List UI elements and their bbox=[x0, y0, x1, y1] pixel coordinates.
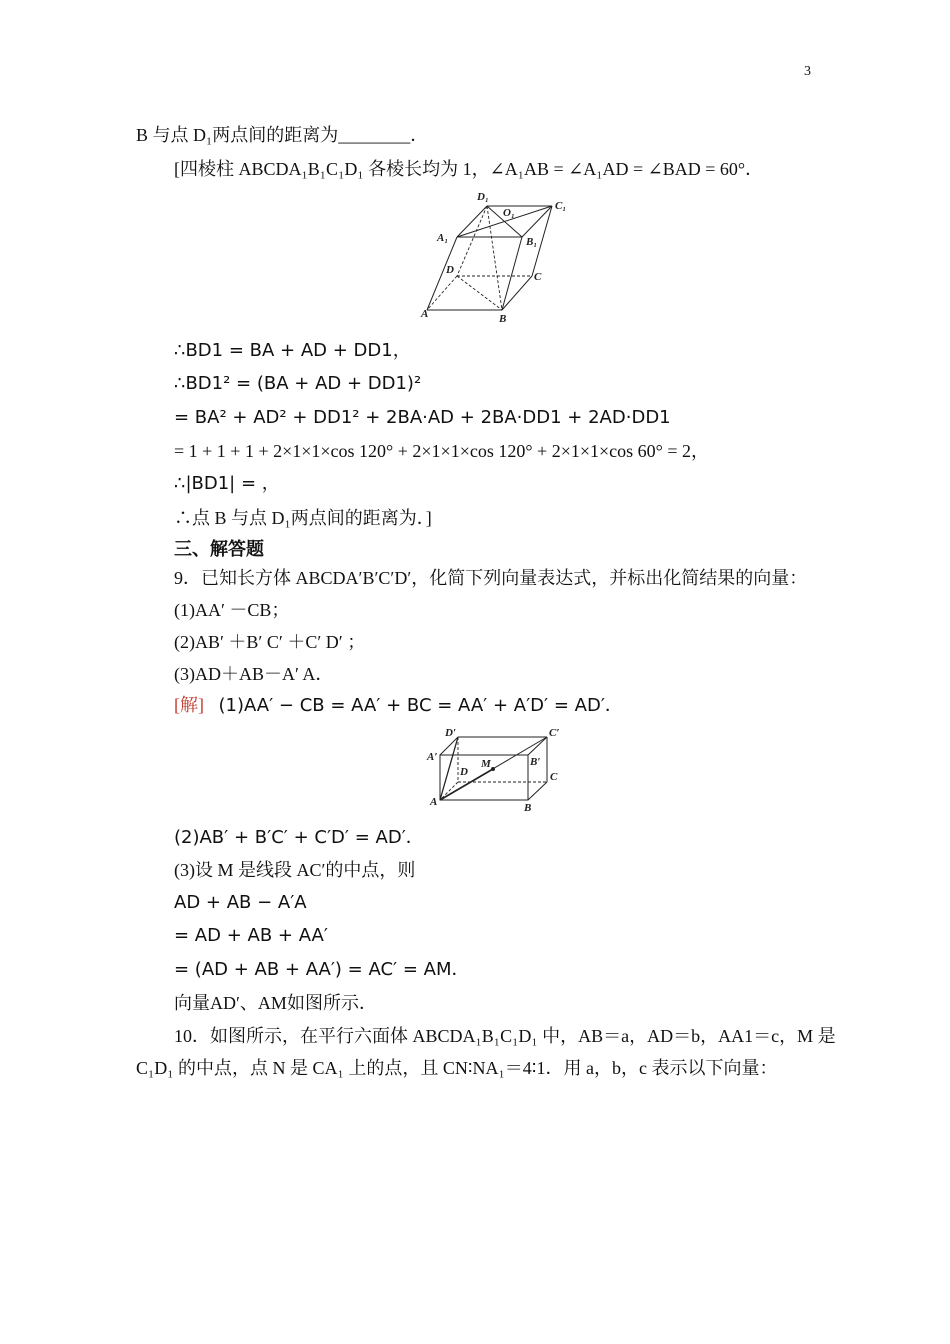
text-line: = AD + AB + AA′ bbox=[174, 925, 328, 946]
section-heading: 三、解答题 bbox=[174, 539, 264, 559]
label-a1: A₁ bbox=[437, 232, 449, 244]
text-line: B 与点 D₁两点间的距离为________． bbox=[136, 125, 429, 145]
text-line: 向量AD′、AM如图所示． bbox=[174, 993, 377, 1013]
page-number: 3 bbox=[804, 64, 811, 79]
solution-line bbox=[174, 692, 623, 719]
text-line: ∴BD1 = BA + AD + DD1， bbox=[174, 340, 411, 361]
label-dp: D′ bbox=[445, 727, 457, 739]
text-line: 9．已知长方体 ABCDA′B′C′D′，化简下列向量表达式，并标出化简结果的向量： bbox=[174, 568, 808, 588]
text-line: (2)AB′ + B′C′ + C′D′ = AD′． bbox=[174, 827, 424, 848]
label-b1: B₁ bbox=[526, 236, 538, 248]
label-bp: B′ bbox=[530, 756, 541, 768]
text-line: = (AD + AB + AA′) = AC′ = AM． bbox=[174, 959, 470, 980]
text-line: (3)AD＋AB－A′ A． bbox=[174, 664, 334, 684]
label-c1: C₁ bbox=[555, 200, 567, 212]
solution-text: (1)AA′ − CB = AA′ + BC = AA′ + A′D′ = AD′． bbox=[218, 695, 623, 716]
label-b: B bbox=[499, 313, 507, 325]
text-line: (2)AB′ ＋B′ C′ ＋C′ D′ ； bbox=[174, 632, 366, 652]
label-a: A bbox=[421, 308, 429, 320]
label-o1: O₁ bbox=[503, 207, 515, 219]
label-b: B bbox=[524, 802, 532, 814]
text-line: 10．如图所示，在平行六面体 ABCDA₁B₁C₁D₁ 中，AB＝a，AD＝b，AA1＝c，M 是 bbox=[174, 1026, 836, 1046]
text-line: ∴BD1² = (BA + AD + DD1)² bbox=[174, 373, 422, 394]
label-c: C bbox=[550, 771, 558, 783]
text-line: (3)设 M 是线段 AC′的中点，则 bbox=[174, 860, 416, 880]
text-line: = BA² + AD² + DD1² + 2BA·AD + 2BA·DD1 + 2AD·DD1 bbox=[174, 407, 671, 428]
text-line: ∴|BD1| = ， bbox=[174, 473, 280, 494]
cuboid-figure bbox=[425, 725, 570, 815]
label-cp: C′ bbox=[549, 727, 560, 739]
label-d: D bbox=[460, 766, 468, 778]
text-line: = 1 + 1 + 1 + 2×1×1×cos 120° + 2×1×1×cos 120° + 2×1×1×cos 60° = 2， bbox=[174, 441, 709, 461]
text-line: C₁D₁ 的中点，点 N 是 CA₁ 上的点，且 CN∶NA₁＝4∶1．用 a，b，c 表示以下向量： bbox=[136, 1058, 778, 1078]
label-d: D bbox=[446, 264, 454, 276]
label-a: A bbox=[430, 796, 438, 808]
label-m: M bbox=[481, 758, 491, 770]
text-line: AD + AB − A′A bbox=[174, 892, 307, 913]
text-line: (1)AA′ －CB； bbox=[174, 600, 290, 620]
label-ap: A′ bbox=[427, 751, 438, 763]
text-line: ∴点 B 与点 D₁两点间的距离为．] bbox=[174, 508, 432, 528]
solution-tag: [解] bbox=[174, 695, 204, 715]
text-line: [四棱柱 ABCDA₁B₁C₁D₁ 各棱长均为 1，∠A₁AB = ∠A₁AD = ∠BAD = 60°． bbox=[174, 159, 764, 179]
label-d1: D₁ bbox=[477, 191, 489, 203]
parallelepiped-figure bbox=[415, 185, 575, 325]
label-c: C bbox=[534, 271, 542, 283]
